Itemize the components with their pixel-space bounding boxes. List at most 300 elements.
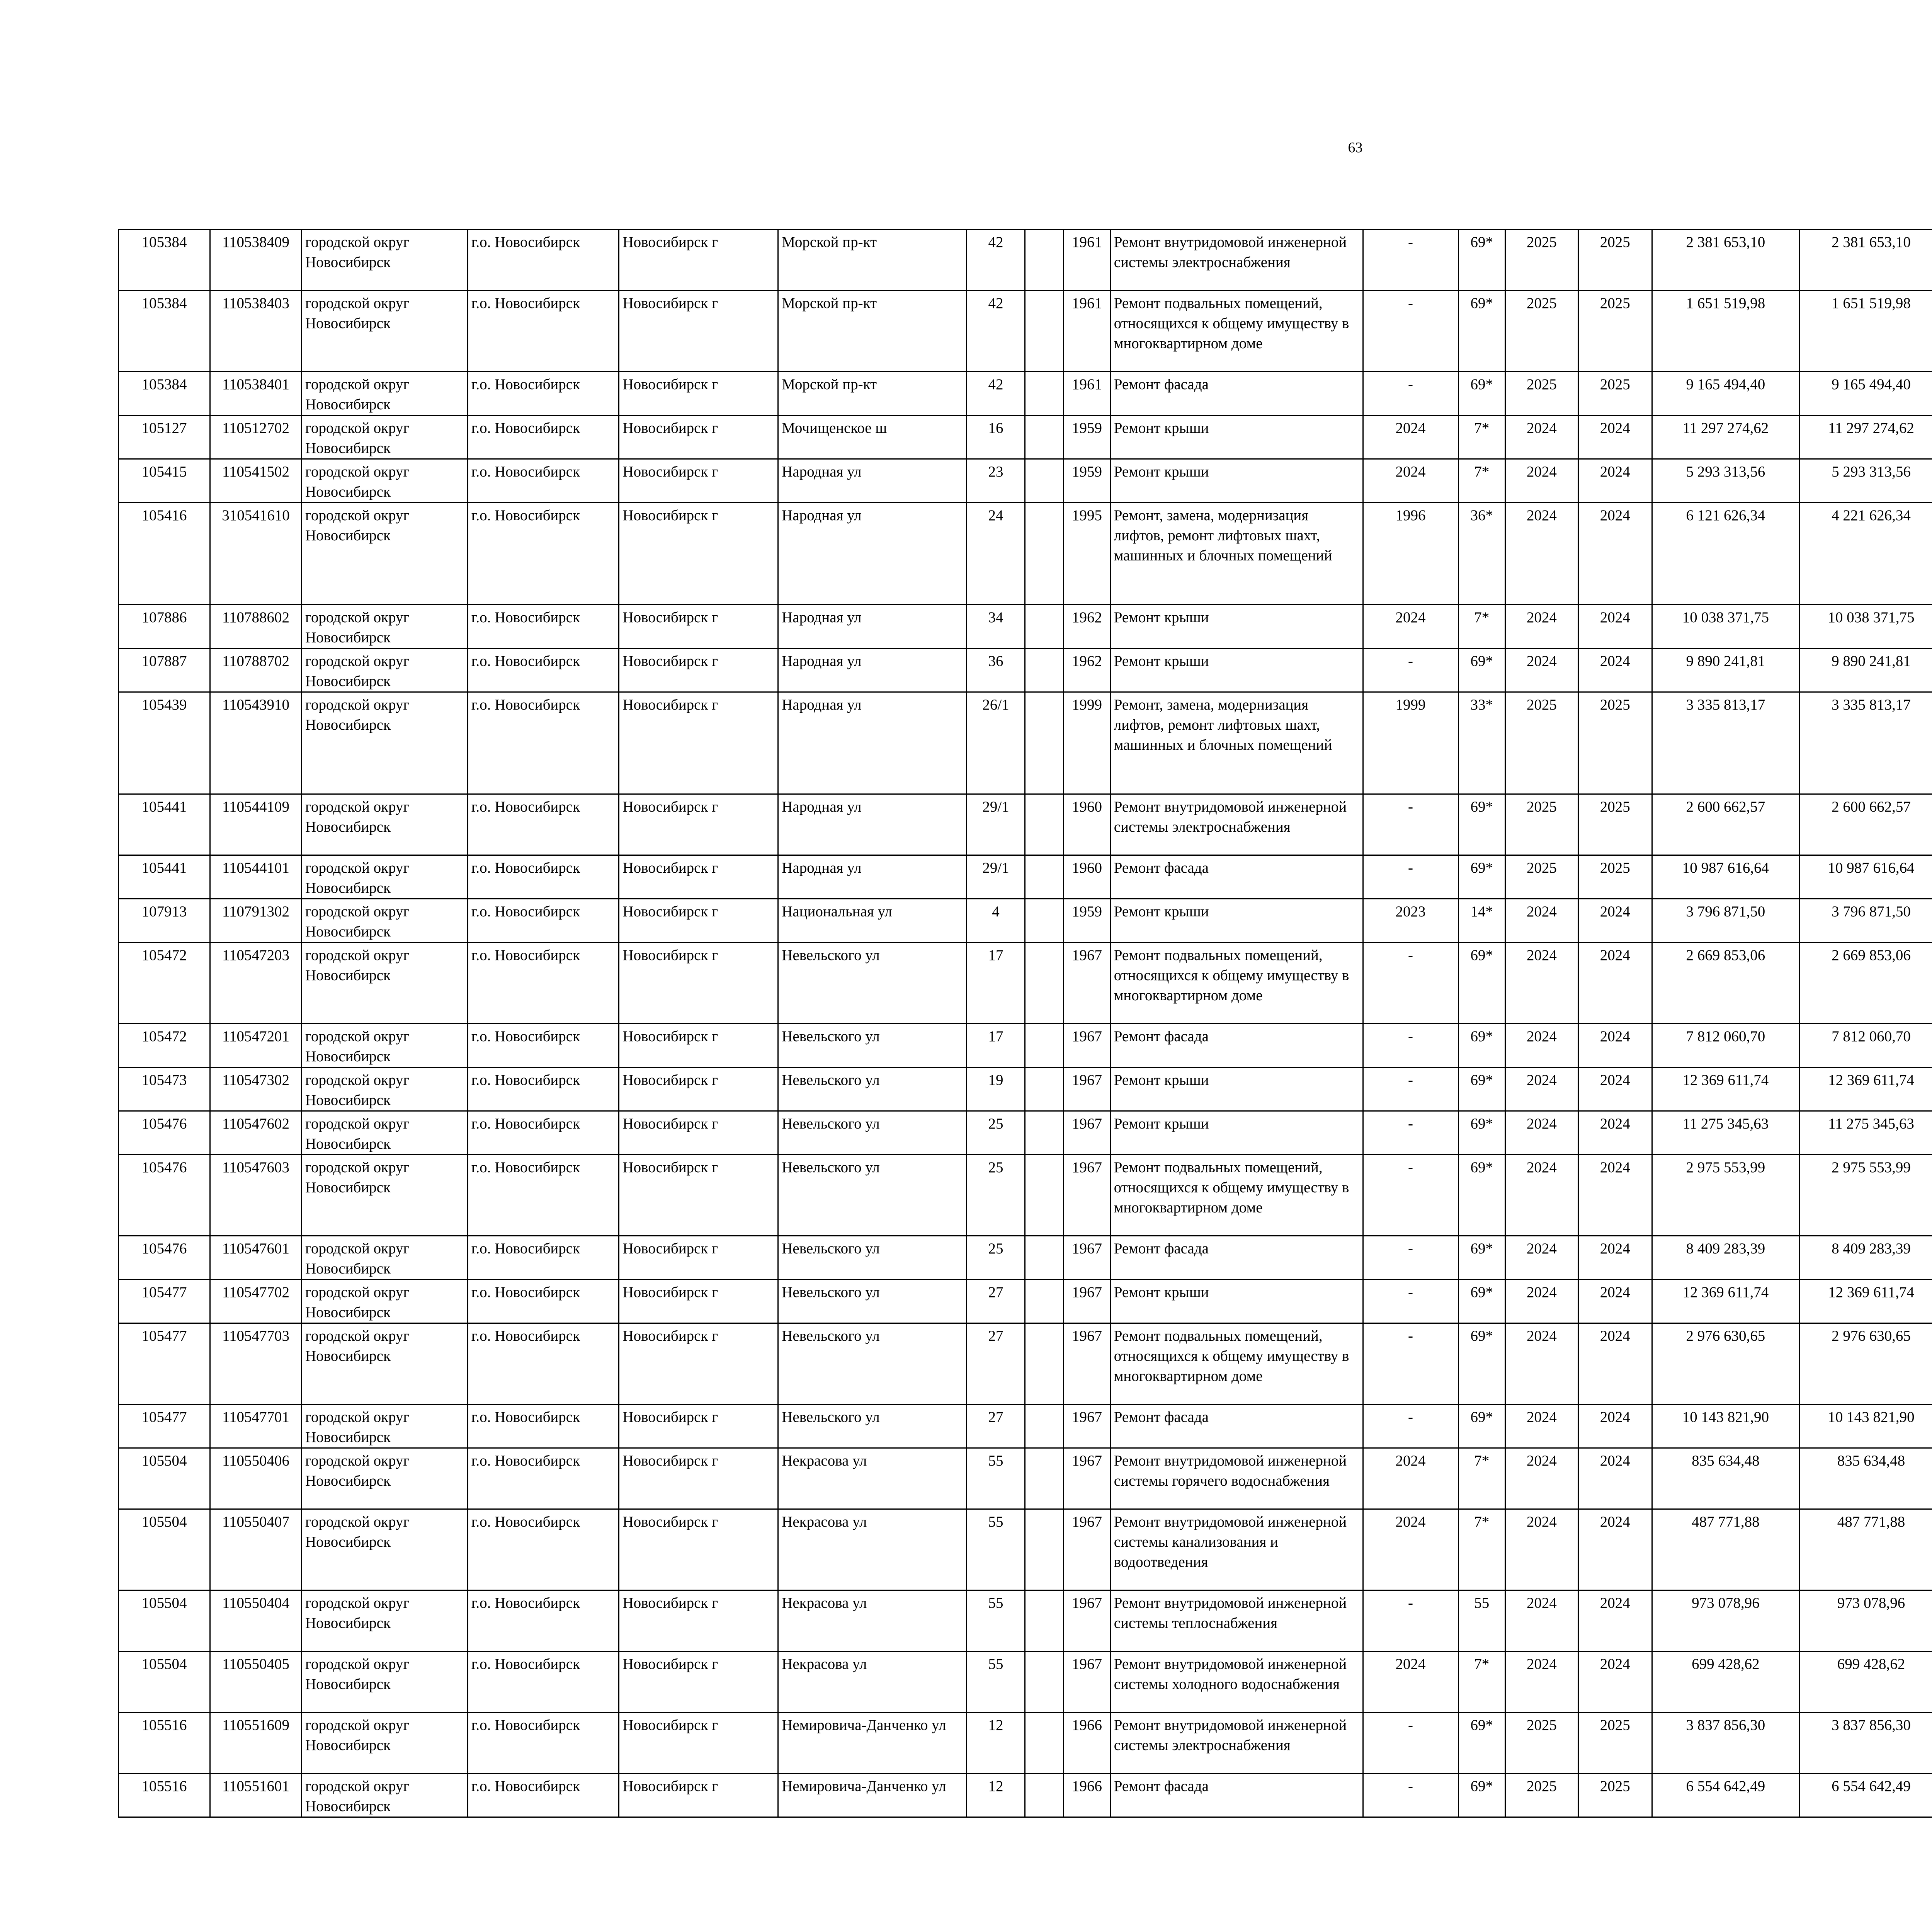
- cell-wear-percent: 36*: [1458, 503, 1505, 605]
- cell-fund-cost: 973 078,96: [1799, 1590, 1932, 1651]
- cell-building: [1025, 943, 1063, 1024]
- cell-fund-cost: 6 554 642,49: [1799, 1774, 1932, 1817]
- table-row: [119, 899, 1932, 943]
- cell-build-year: 1962: [1064, 605, 1111, 649]
- cell-work-type: Ремонт внутридомовой инженерной системы холодного водоснабжения: [1110, 1651, 1363, 1713]
- cell-build-year: 1967: [1064, 1405, 1111, 1448]
- cell-object-code: 110541502: [210, 459, 301, 503]
- cell-build-year: 1959: [1064, 415, 1111, 459]
- cell-wear-percent: 69*: [1458, 1155, 1505, 1236]
- cell-prev-repair-year: -: [1363, 1111, 1458, 1155]
- cell-house-id: 105476: [119, 1236, 210, 1280]
- cell-house-number: 24: [967, 503, 1025, 605]
- cell-work-type: Ремонт внутридомовой инженерной системы электроснабжения: [1110, 1713, 1363, 1774]
- cell-settlement: Новосибирск г: [619, 1405, 778, 1448]
- cell-municipality: городской округ Новосибирск: [301, 649, 468, 692]
- cell-fund-cost: 2 976 630,65: [1799, 1323, 1932, 1405]
- cell-total-cost: 2 600 662,57: [1652, 794, 1799, 855]
- cell-municipality: городской округ Новосибирск: [301, 1590, 468, 1651]
- cell-municipality: городской округ Новосибирск: [301, 1236, 468, 1280]
- cell-building: [1025, 459, 1063, 503]
- cell-build-year: 1967: [1064, 1236, 1111, 1280]
- cell-work-type: Ремонт внутридомовой инженерной системы электроснабжения: [1110, 230, 1363, 291]
- cell-fund-cost: 10 987 616,64: [1799, 855, 1932, 899]
- cell-object-code: 110544109: [210, 794, 301, 855]
- cell-street: Невельского ул: [778, 1067, 967, 1111]
- cell-building: [1025, 1774, 1063, 1817]
- table-row: [119, 605, 1932, 649]
- cell-total-cost: 12 369 611,74: [1652, 1280, 1799, 1323]
- cell-work-type: Ремонт крыши: [1110, 649, 1363, 692]
- cell-build-year: 1999: [1064, 692, 1111, 794]
- cell-build-year: 1961: [1064, 372, 1111, 415]
- table-row: [119, 692, 1932, 794]
- cell-plan-year-start: 2025: [1505, 372, 1578, 415]
- cell-wear-percent: 69*: [1458, 649, 1505, 692]
- cell-urban-district: г.о. Новосибирск: [468, 1155, 619, 1236]
- cell-plan-year-end: 2025: [1578, 794, 1652, 855]
- cell-house-number: 55: [967, 1651, 1025, 1713]
- cell-building: [1025, 605, 1063, 649]
- cell-fund-cost: 1 651 519,98: [1799, 291, 1932, 372]
- cell-plan-year-start: 2024: [1505, 1155, 1578, 1236]
- cell-house-id: 105504: [119, 1448, 210, 1509]
- cell-plan-year-start: 2024: [1505, 415, 1578, 459]
- cell-work-type: Ремонт фасада: [1110, 1024, 1363, 1067]
- cell-urban-district: г.о. Новосибирск: [468, 415, 619, 459]
- cell-wear-percent: 69*: [1458, 291, 1505, 372]
- cell-plan-year-end: 2024: [1578, 1155, 1652, 1236]
- cell-fund-cost: 2 669 853,06: [1799, 943, 1932, 1024]
- cell-fund-cost: 10 143 821,90: [1799, 1405, 1932, 1448]
- cell-total-cost: 835 634,48: [1652, 1448, 1799, 1509]
- cell-total-cost: 3 837 856,30: [1652, 1713, 1799, 1774]
- cell-object-code: 110547601: [210, 1236, 301, 1280]
- table-row: [119, 1713, 1932, 1774]
- cell-street: Невельского ул: [778, 1323, 967, 1405]
- cell-build-year: 1967: [1064, 943, 1111, 1024]
- cell-municipality: городской округ Новосибирск: [301, 1448, 468, 1509]
- cell-house-id: 105384: [119, 291, 210, 372]
- cell-wear-percent: 7*: [1458, 605, 1505, 649]
- cell-object-code: 110550405: [210, 1651, 301, 1713]
- cell-house-id: 105384: [119, 372, 210, 415]
- cell-total-cost: 3 796 871,50: [1652, 899, 1799, 943]
- cell-work-type: Ремонт внутридомовой инженерной системы электроснабжения: [1110, 794, 1363, 855]
- cell-build-year: 1967: [1064, 1590, 1111, 1651]
- cell-street: Народная ул: [778, 459, 967, 503]
- cell-total-cost: 6 554 642,49: [1652, 1774, 1799, 1817]
- cell-fund-cost: 12 369 611,74: [1799, 1067, 1932, 1111]
- cell-street: Национальная ул: [778, 899, 967, 943]
- cell-house-number: 29/1: [967, 794, 1025, 855]
- cell-house-id: 105477: [119, 1280, 210, 1323]
- cell-fund-cost: 5 293 313,56: [1799, 459, 1932, 503]
- cell-build-year: 1967: [1064, 1509, 1111, 1590]
- cell-settlement: Новосибирск г: [619, 1111, 778, 1155]
- cell-house-number: 55: [967, 1590, 1025, 1651]
- cell-street: Невельского ул: [778, 1236, 967, 1280]
- cell-house-id: 105477: [119, 1405, 210, 1448]
- cell-plan-year-end: 2024: [1578, 1323, 1652, 1405]
- cell-house-number: 25: [967, 1111, 1025, 1155]
- cell-house-id: 107913: [119, 899, 210, 943]
- cell-fund-cost: 2 600 662,57: [1799, 794, 1932, 855]
- cell-plan-year-end: 2024: [1578, 943, 1652, 1024]
- table-row: [119, 1590, 1932, 1651]
- cell-fund-cost: 3 796 871,50: [1799, 899, 1932, 943]
- cell-urban-district: г.о. Новосибирск: [468, 899, 619, 943]
- cell-urban-district: г.о. Новосибирск: [468, 459, 619, 503]
- cell-prev-repair-year: -: [1363, 1024, 1458, 1067]
- table-row: [119, 1509, 1932, 1590]
- cell-house-number: 27: [967, 1280, 1025, 1323]
- cell-fund-cost: 10 038 371,75: [1799, 605, 1932, 649]
- cell-wear-percent: 69*: [1458, 1713, 1505, 1774]
- cell-municipality: городской округ Новосибирск: [301, 943, 468, 1024]
- cell-building: [1025, 1509, 1063, 1590]
- cell-building: [1025, 291, 1063, 372]
- cell-building: [1025, 649, 1063, 692]
- cell-work-type: Ремонт крыши: [1110, 899, 1363, 943]
- cell-total-cost: 10 038 371,75: [1652, 605, 1799, 649]
- cell-prev-repair-year: -: [1363, 1155, 1458, 1236]
- cell-work-type: Ремонт, замена, модернизация лифтов, ремонт лифтовых шахт, машинных и блочных помещений: [1110, 503, 1363, 605]
- cell-house-id: 107887: [119, 649, 210, 692]
- cell-prev-repair-year: -: [1363, 291, 1458, 372]
- cell-total-cost: 10 143 821,90: [1652, 1405, 1799, 1448]
- cell-plan-year-end: 2024: [1578, 459, 1652, 503]
- cell-building: [1025, 1024, 1063, 1067]
- cell-house-number: 36: [967, 649, 1025, 692]
- cell-street: Невельского ул: [778, 1111, 967, 1155]
- cell-object-code: 110538403: [210, 291, 301, 372]
- cell-fund-cost: 11 297 274,62: [1799, 415, 1932, 459]
- cell-municipality: городской округ Новосибирск: [301, 1405, 468, 1448]
- cell-prev-repair-year: 1999: [1363, 692, 1458, 794]
- cell-street: Некрасова ул: [778, 1651, 967, 1713]
- cell-work-type: Ремонт, замена, модернизация лифтов, ремонт лифтовых шахт, машинных и блочных помещений: [1110, 692, 1363, 794]
- cell-settlement: Новосибирск г: [619, 1155, 778, 1236]
- cell-plan-year-end: 2025: [1578, 230, 1652, 291]
- cell-settlement: Новосибирск г: [619, 794, 778, 855]
- cell-house-number: 25: [967, 1155, 1025, 1236]
- cell-plan-year-end: 2025: [1578, 1774, 1652, 1817]
- cell-fund-cost: 699 428,62: [1799, 1651, 1932, 1713]
- cell-house-id: 105472: [119, 1024, 210, 1067]
- cell-plan-year-start: 2025: [1505, 794, 1578, 855]
- cell-house-id: 105476: [119, 1155, 210, 1236]
- cell-settlement: Новосибирск г: [619, 291, 778, 372]
- cell-prev-repair-year: -: [1363, 1713, 1458, 1774]
- table-row: [119, 649, 1932, 692]
- cell-build-year: 1967: [1064, 1155, 1111, 1236]
- cell-total-cost: 7 812 060,70: [1652, 1024, 1799, 1067]
- cell-municipality: городской округ Новосибирск: [301, 459, 468, 503]
- cell-total-cost: 12 369 611,74: [1652, 1067, 1799, 1111]
- cell-prev-repair-year: -: [1363, 1067, 1458, 1111]
- cell-work-type: Ремонт фасада: [1110, 1236, 1363, 1280]
- cell-house-id: 105439: [119, 692, 210, 794]
- cell-fund-cost: 9 890 241,81: [1799, 649, 1932, 692]
- cell-urban-district: г.о. Новосибирск: [468, 1111, 619, 1155]
- cell-house-id: 107886: [119, 605, 210, 649]
- cell-wear-percent: 14*: [1458, 899, 1505, 943]
- cell-object-code: 110538401: [210, 372, 301, 415]
- cell-building: [1025, 1111, 1063, 1155]
- cell-house-number: 29/1: [967, 855, 1025, 899]
- table-row: [119, 1774, 1932, 1817]
- cell-build-year: 1967: [1064, 1280, 1111, 1323]
- cell-total-cost: 9 165 494,40: [1652, 372, 1799, 415]
- cell-urban-district: г.о. Новосибирск: [468, 291, 619, 372]
- cell-wear-percent: 69*: [1458, 1067, 1505, 1111]
- cell-street: Невельского ул: [778, 1155, 967, 1236]
- cell-municipality: городской округ Новосибирск: [301, 1024, 468, 1067]
- cell-total-cost: 3 335 813,17: [1652, 692, 1799, 794]
- cell-urban-district: г.о. Новосибирск: [468, 503, 619, 605]
- cell-street: Народная ул: [778, 794, 967, 855]
- cell-fund-cost: 2 975 553,99: [1799, 1155, 1932, 1236]
- cell-house-id: 105504: [119, 1651, 210, 1713]
- cell-object-code: 110547702: [210, 1280, 301, 1323]
- cell-house-id: 105476: [119, 1111, 210, 1155]
- cell-build-year: 1960: [1064, 855, 1111, 899]
- cell-fund-cost: 8 409 283,39: [1799, 1236, 1932, 1280]
- cell-plan-year-start: 2025: [1505, 291, 1578, 372]
- cell-settlement: Новосибирск г: [619, 649, 778, 692]
- cell-plan-year-start: 2024: [1505, 459, 1578, 503]
- cell-building: [1025, 1405, 1063, 1448]
- page-number: 63: [1348, 140, 1363, 156]
- cell-urban-district: г.о. Новосибирск: [468, 605, 619, 649]
- cell-street: Некрасова ул: [778, 1590, 967, 1651]
- cell-plan-year-start: 2025: [1505, 855, 1578, 899]
- cell-house-id: 105441: [119, 794, 210, 855]
- cell-street: Невельского ул: [778, 1280, 967, 1323]
- cell-prev-repair-year: -: [1363, 649, 1458, 692]
- capital-repair-table: [118, 229, 1932, 1818]
- cell-house-id: 105516: [119, 1713, 210, 1774]
- cell-urban-district: г.о. Новосибирск: [468, 1509, 619, 1590]
- table-row: [119, 1323, 1932, 1405]
- cell-work-type: Ремонт подвальных помещений, относящихся к общему имуществу в многоквартирном доме: [1110, 291, 1363, 372]
- cell-house-number: 27: [967, 1323, 1025, 1405]
- cell-wear-percent: 55: [1458, 1590, 1505, 1651]
- cell-municipality: городской округ Новосибирск: [301, 692, 468, 794]
- cell-municipality: городской округ Новосибирск: [301, 899, 468, 943]
- cell-settlement: Новосибирск г: [619, 899, 778, 943]
- cell-settlement: Новосибирск г: [619, 503, 778, 605]
- cell-object-code: 310541610: [210, 503, 301, 605]
- cell-prev-repair-year: -: [1363, 1280, 1458, 1323]
- cell-prev-repair-year: -: [1363, 1323, 1458, 1405]
- cell-house-id: 105127: [119, 415, 210, 459]
- cell-work-type: Ремонт крыши: [1110, 1111, 1363, 1155]
- cell-municipality: городской округ Новосибирск: [301, 503, 468, 605]
- cell-plan-year-start: 2024: [1505, 1024, 1578, 1067]
- cell-work-type: Ремонт крыши: [1110, 1280, 1363, 1323]
- cell-plan-year-start: 2024: [1505, 1405, 1578, 1448]
- cell-house-number: 42: [967, 230, 1025, 291]
- cell-house-number: 42: [967, 372, 1025, 415]
- cell-building: [1025, 230, 1063, 291]
- cell-prev-repair-year: 1996: [1363, 503, 1458, 605]
- table-row: [119, 372, 1932, 415]
- cell-plan-year-end: 2024: [1578, 1651, 1652, 1713]
- cell-settlement: Новосибирск г: [619, 1713, 778, 1774]
- cell-total-cost: 973 078,96: [1652, 1590, 1799, 1651]
- cell-building: [1025, 1067, 1063, 1111]
- cell-object-code: 110550407: [210, 1509, 301, 1590]
- cell-object-code: 110791302: [210, 899, 301, 943]
- cell-building: [1025, 1448, 1063, 1509]
- cell-object-code: 110551609: [210, 1713, 301, 1774]
- cell-work-type: Ремонт подвальных помещений, относящихся к общему имуществу в многоквартирном доме: [1110, 1155, 1363, 1236]
- cell-building: [1025, 1155, 1063, 1236]
- cell-total-cost: 1 651 519,98: [1652, 291, 1799, 372]
- cell-plan-year-end: 2024: [1578, 1509, 1652, 1590]
- cell-street: Морской пр-кт: [778, 230, 967, 291]
- table-row: [119, 943, 1932, 1024]
- cell-plan-year-end: 2024: [1578, 1236, 1652, 1280]
- cell-fund-cost: 11 275 345,63: [1799, 1111, 1932, 1155]
- cell-house-number: 12: [967, 1713, 1025, 1774]
- cell-object-code: 110550406: [210, 1448, 301, 1509]
- cell-street: Народная ул: [778, 649, 967, 692]
- cell-municipality: городской округ Новосибирск: [301, 230, 468, 291]
- cell-build-year: 1967: [1064, 1448, 1111, 1509]
- cell-fund-cost: 9 165 494,40: [1799, 372, 1932, 415]
- cell-fund-cost: 487 771,88: [1799, 1509, 1932, 1590]
- cell-building: [1025, 372, 1063, 415]
- cell-fund-cost: 7 812 060,70: [1799, 1024, 1932, 1067]
- table-row: [119, 1067, 1932, 1111]
- cell-urban-district: г.о. Новосибирск: [468, 1024, 619, 1067]
- cell-prev-repair-year: -: [1363, 1236, 1458, 1280]
- cell-wear-percent: 33*: [1458, 692, 1505, 794]
- cell-street: Немировича-Данченко ул: [778, 1713, 967, 1774]
- cell-prev-repair-year: 2024: [1363, 415, 1458, 459]
- cell-prev-repair-year: -: [1363, 855, 1458, 899]
- cell-plan-year-end: 2024: [1578, 649, 1652, 692]
- cell-prev-repair-year: -: [1363, 1774, 1458, 1817]
- cell-object-code: 110547201: [210, 1024, 301, 1067]
- cell-plan-year-start: 2025: [1505, 230, 1578, 291]
- cell-wear-percent: 7*: [1458, 1651, 1505, 1713]
- cell-house-number: 55: [967, 1509, 1025, 1590]
- cell-plan-year-end: 2024: [1578, 899, 1652, 943]
- cell-object-code: 110788602: [210, 605, 301, 649]
- cell-house-number: 17: [967, 943, 1025, 1024]
- cell-house-id: 105415: [119, 459, 210, 503]
- cell-street: Немировича-Данченко ул: [778, 1774, 967, 1817]
- cell-street: Народная ул: [778, 692, 967, 794]
- cell-build-year: 1967: [1064, 1024, 1111, 1067]
- cell-plan-year-start: 2024: [1505, 1067, 1578, 1111]
- cell-municipality: городской округ Новосибирск: [301, 1111, 468, 1155]
- cell-plan-year-end: 2024: [1578, 1405, 1652, 1448]
- cell-plan-year-end: 2025: [1578, 1713, 1652, 1774]
- cell-plan-year-end: 2025: [1578, 291, 1652, 372]
- table-row: [119, 1111, 1932, 1155]
- cell-house-number: 55: [967, 1448, 1025, 1509]
- cell-house-number: 27: [967, 1405, 1025, 1448]
- cell-total-cost: 11 275 345,63: [1652, 1111, 1799, 1155]
- cell-house-number: 12: [967, 1774, 1025, 1817]
- cell-work-type: Ремонт фасада: [1110, 855, 1363, 899]
- cell-wear-percent: 69*: [1458, 230, 1505, 291]
- cell-build-year: 1967: [1064, 1067, 1111, 1111]
- cell-plan-year-start: 2024: [1505, 503, 1578, 605]
- cell-house-id: 105516: [119, 1774, 210, 1817]
- cell-total-cost: 2 975 553,99: [1652, 1155, 1799, 1236]
- cell-municipality: городской округ Новосибирск: [301, 291, 468, 372]
- cell-fund-cost: 3 335 813,17: [1799, 692, 1932, 794]
- cell-object-code: 110547302: [210, 1067, 301, 1111]
- cell-total-cost: 699 428,62: [1652, 1651, 1799, 1713]
- cell-municipality: городской округ Новосибирск: [301, 1067, 468, 1111]
- cell-prev-repair-year: -: [1363, 943, 1458, 1024]
- cell-plan-year-start: 2024: [1505, 649, 1578, 692]
- cell-house-number: 23: [967, 459, 1025, 503]
- table-row: [119, 1405, 1932, 1448]
- cell-total-cost: 11 297 274,62: [1652, 415, 1799, 459]
- cell-street: Невельского ул: [778, 943, 967, 1024]
- cell-object-code: 110538409: [210, 230, 301, 291]
- cell-settlement: Новосибирск г: [619, 1236, 778, 1280]
- cell-work-type: Ремонт фасада: [1110, 372, 1363, 415]
- cell-work-type: Ремонт внутридомовой инженерной системы горячего водоснабжения: [1110, 1448, 1363, 1509]
- cell-house-id: 105384: [119, 230, 210, 291]
- cell-total-cost: 5 293 313,56: [1652, 459, 1799, 503]
- cell-house-number: 42: [967, 291, 1025, 372]
- cell-municipality: городской округ Новосибирск: [301, 605, 468, 649]
- cell-house-number: 17: [967, 1024, 1025, 1067]
- cell-prev-repair-year: -: [1363, 1405, 1458, 1448]
- cell-urban-district: г.о. Новосибирск: [468, 943, 619, 1024]
- cell-house-id: 105504: [119, 1509, 210, 1590]
- cell-work-type: Ремонт крыши: [1110, 605, 1363, 649]
- table-row: [119, 794, 1932, 855]
- cell-wear-percent: 69*: [1458, 1323, 1505, 1405]
- cell-build-year: 1961: [1064, 291, 1111, 372]
- cell-building: [1025, 415, 1063, 459]
- cell-total-cost: 2 381 653,10: [1652, 230, 1799, 291]
- cell-wear-percent: 7*: [1458, 1509, 1505, 1590]
- cell-fund-cost: 835 634,48: [1799, 1448, 1932, 1509]
- cell-fund-cost: 12 369 611,74: [1799, 1280, 1932, 1323]
- cell-object-code: 110547701: [210, 1405, 301, 1448]
- cell-building: [1025, 855, 1063, 899]
- cell-settlement: Новосибирск г: [619, 1067, 778, 1111]
- cell-street: Морской пр-кт: [778, 372, 967, 415]
- cell-plan-year-start: 2025: [1505, 692, 1578, 794]
- cell-house-number: 26/1: [967, 692, 1025, 794]
- cell-object-code: 110550404: [210, 1590, 301, 1651]
- cell-plan-year-end: 2024: [1578, 1067, 1652, 1111]
- cell-settlement: Новосибирск г: [619, 855, 778, 899]
- table-row: [119, 459, 1932, 503]
- cell-build-year: 1967: [1064, 1651, 1111, 1713]
- cell-plan-year-start: 2024: [1505, 1590, 1578, 1651]
- cell-prev-repair-year: -: [1363, 1590, 1458, 1651]
- cell-building: [1025, 899, 1063, 943]
- cell-object-code: 110547603: [210, 1155, 301, 1236]
- cell-total-cost: 2 976 630,65: [1652, 1323, 1799, 1405]
- cell-fund-cost: 4 221 626,34: [1799, 503, 1932, 605]
- table-row: [119, 230, 1932, 291]
